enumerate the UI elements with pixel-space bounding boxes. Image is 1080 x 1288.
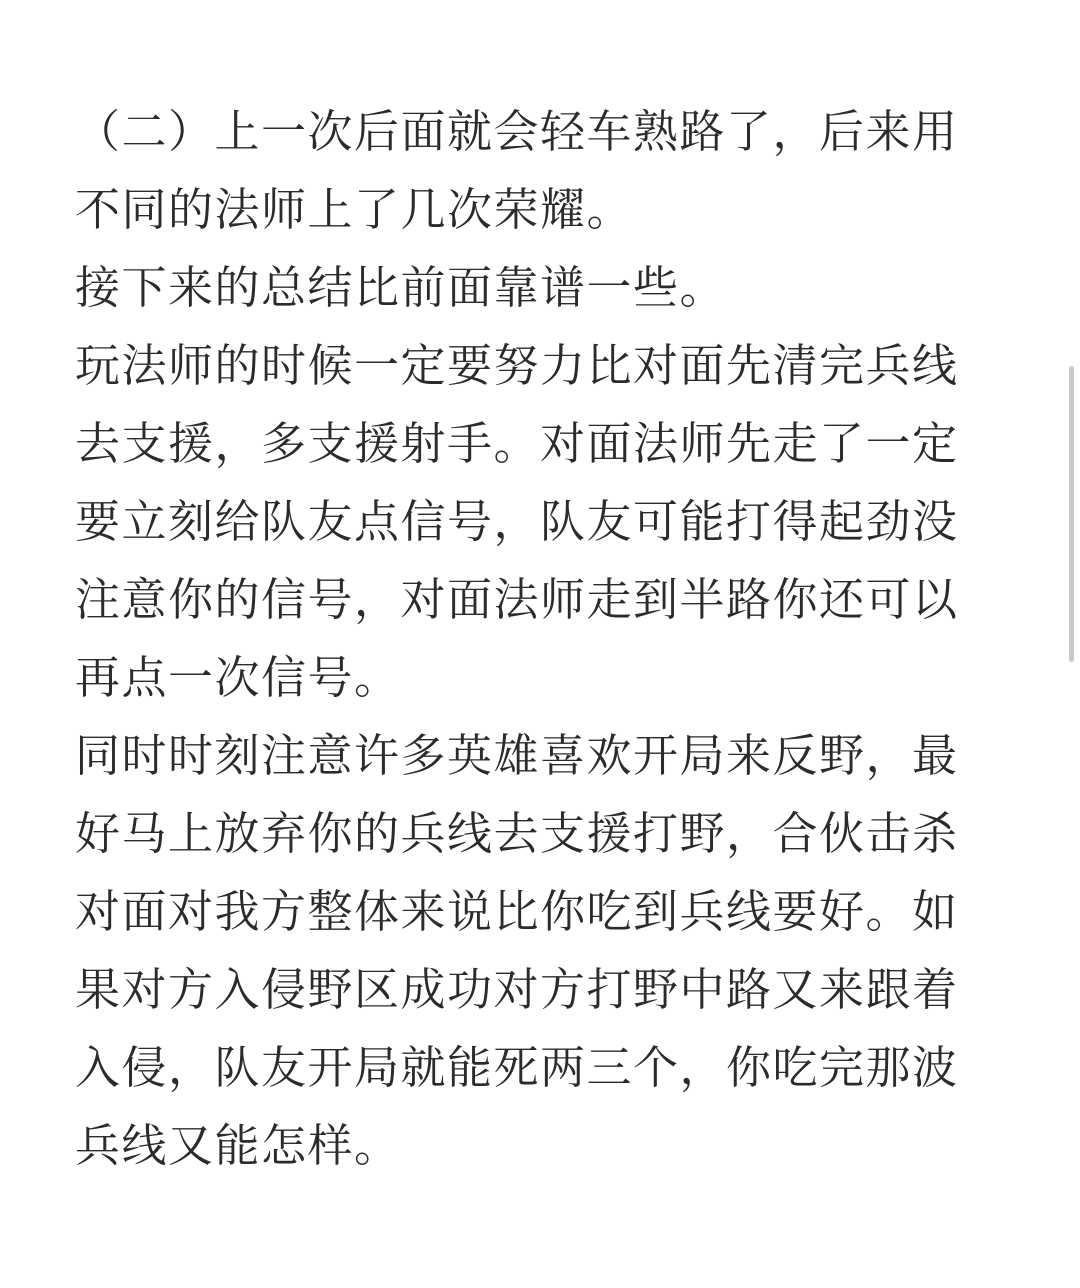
article-body: [75, 93, 1000, 1185]
paragraph-2: 接下来的总结比前面靠谱一些。: [75, 261, 727, 314]
paragraph-4: 同时时刻注意许多英雄喜欢开局来反野，最好马上放弃你的兵线去支援打野，合伙击杀对面对我方整体来说比你吃到兵线要好。如果对方入侵野区成功对方打野中路又来跟着入侵，队友开局就能死两三个，你吃完那波兵线又能怎样。: [75, 729, 959, 1172]
paragraph-1: （二）上一次后面就会轻车熟路了，后来用不同的法师上了几次荣耀。: [75, 105, 959, 236]
scrollbar[interactable]: [1069, 366, 1074, 662]
paragraph-3: 玩法师的时候一定要努力比对面先清完兵线去支援，多支援射手。对面法师先走了一定要立刻给队友点信号，队友可能打得起劲没注意你的信号，对面法师走到半路你还可以再点一次信号。: [75, 339, 959, 704]
